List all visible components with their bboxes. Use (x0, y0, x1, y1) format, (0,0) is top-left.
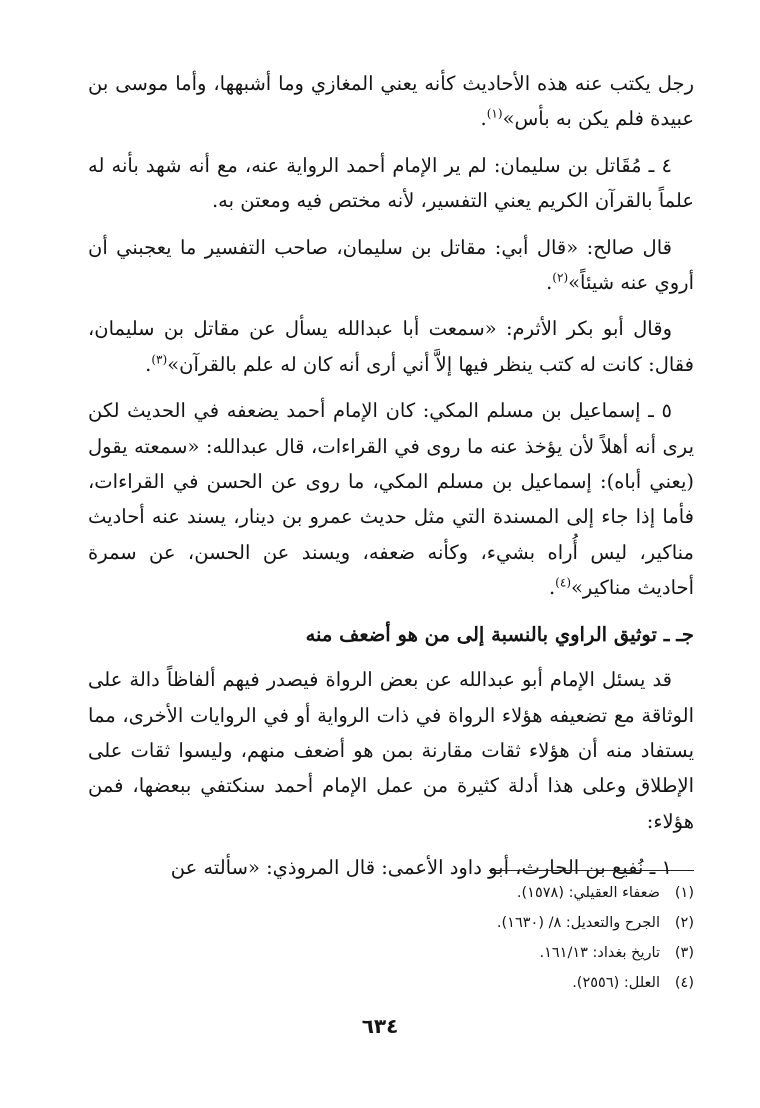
footnote-2-text: الجرح والتعديل: ٨/ (١٦٣٠). (496, 915, 660, 931)
footnotes (300, 878, 694, 998)
footnote-ref-1: (١) (486, 106, 503, 121)
paragraph-3-text: قال صالح: «قال أبي: مقاتل بن سليمان، صاحب التفسير ما يعجبني أن أروي عنه شيئاً» (88, 235, 694, 295)
footnote-4-text: العلل: (٢٥٥٦). (572, 975, 660, 991)
paragraph-7-text: ١ ـ نُفيع بن الحارث، أبو داود الأعمى: قال المروذي: «سألته عن (170, 856, 672, 880)
footnote-1-number: (١) (674, 885, 694, 901)
paragraph-6-text: قد يسئل الإمام أبو عبدالله عن بعض الرواة فيصدر فيهم ألفاظاً دالة على الوثاقة مع تضعيفه هؤلاء الرواة في ذات الرواية أو في الروايات الأخرى، مما يستفاد منه أن هؤلاء ثقات مقارنة بمن هو أضعف منهم، وليسوا ثقات على الإطلاق وعلى هذا أدلة كثيرة من عمل الإمام أحمد سنكتفي ببعضها، فمن هؤلاء: (88, 668, 694, 833)
paragraph-5 (88, 393, 694, 605)
footnote-ref-4: (٤) (555, 575, 571, 590)
footnote-2 (300, 908, 694, 938)
paragraph-3-tail: . (546, 271, 553, 295)
section-heading-text: جـ ـ توثيق الراوي بالنسبة إلى من هو أضعف منه (305, 622, 694, 646)
page-number: ٦٣٤ (361, 1014, 399, 1038)
paragraph-4-text: وقال أبو بكر الأثرم: «سمعت أبا عبدالله يسأل عن مقاتل بن سليمان، فقال: كانت له كتب ينظر فيها إلاَّ أني أرى أنه كان له علم بالقرآن» (88, 317, 694, 376)
paragraph-4-tail: . (145, 352, 152, 376)
main-text (88, 66, 694, 897)
paragraph-3 (88, 230, 694, 301)
footnote-1 (300, 878, 694, 908)
footnote-4-number: (٤) (674, 975, 694, 991)
footnote-divider (489, 870, 694, 871)
paragraph-1-text: رجل يكتب عنه هذه الأحاديث كأنه يعني المغازي وما أشبهها، وأما موسى بن عبيدة فلم يكن به بأس» (88, 72, 694, 131)
paragraph-4 (88, 311, 694, 382)
footnote-1-text: ضعفاء العقيلي: (١٥٧٨). (516, 885, 660, 901)
footnote-4 (300, 968, 694, 998)
paragraph-2-text: ٤ ـ مُقَاتل بن سليمان: لم ير الإمام أحمد الرواية عنه، مع أنه شهد بأنه له علماً بالقرآن الكريم يعني التفسير، لأنه مختص فيه ومعتن به. (88, 153, 694, 213)
footnote-3 (300, 938, 694, 968)
paragraph-5-tail: . (548, 576, 556, 600)
paragraph-6 (88, 662, 694, 839)
footnote-ref-2: (٢) (552, 270, 569, 285)
paragraph-1 (88, 66, 694, 137)
footnote-3-text: تاريخ بغداد: ١٦١/١٣. (539, 945, 660, 961)
footnote-2-number: (٢) (674, 915, 694, 931)
section-heading (88, 617, 694, 652)
paragraph-1-tail: . (480, 107, 487, 131)
paragraph-5-text: ٥ ـ إسماعيل بن مسلم المكي: كان الإمام أحمد يضعفه في الحديث لكن يرى أنه أهلاً لأن يؤخذ عنه ما روى في القراءات، قال عبدالله: «سمعته يقول (يعني أباه): إسماعيل بن مسلم المكي، ما روى عن الحسن في القراءات، فأما إذا جاء إلى المسندة التي مثل حديث عمرو بن دينار، يسند عنه أحاديث مناكير، ليس أُراه بشيء، وكأنه ضعفه، ويسند عن الحسن، عن سمرة أحاديث مناكير» (88, 399, 694, 600)
footnote-3-number: (٣) (674, 945, 694, 961)
paragraph-2 (88, 148, 694, 219)
footnote-ref-3: (٣) (151, 352, 168, 367)
